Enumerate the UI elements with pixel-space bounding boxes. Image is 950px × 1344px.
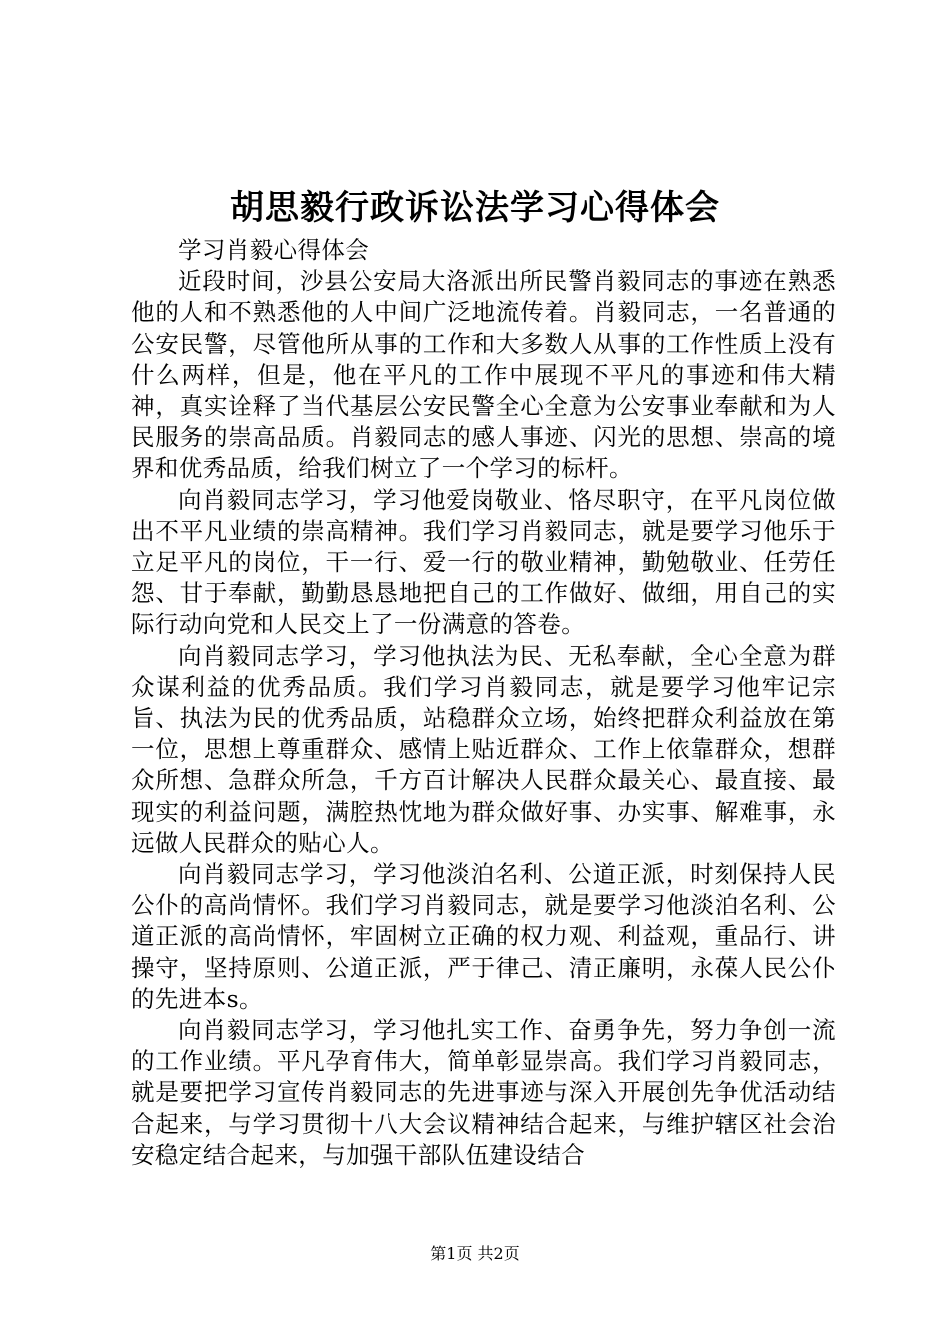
paragraph-1: 近段时间，沙县公安局大洛派出所民警肖毅同志的事迹在熟悉他的人和不熟悉他的人中间广泛地流传着。肖毅同志，一名普通的公安民警，尽管他所从事的工作和大多数人从事的工作性质上没有什么两样，但是，他在平凡的工作中展现不平凡的事迹和伟大精神，真实诠释了当代基层公安民警全心全意为公安事业奉献和为人民服务的崇高品质。肖毅同志的感人事迹、闪光的思想、崇高的境界和优秀品质，给我们树立了一个学习的标杆。 (131, 267, 836, 483)
document-title: 胡思毅行政诉讼法学习心得体会 (230, 188, 720, 228)
paragraph-5: 向肖毅同志学习，学习他扎实工作、奋勇争先，努力争创一流的工作业绩。平凡孕育伟大，简单彰显崇高。我们学习肖毅同志，就是要把学习宣传肖毅同志的先进事迹与深入开展创先争优活动结合起来，与学习贯彻十八大会议精神结合起来，与维护辖区社会治安稳定结合起来，与加强干部队伍建设结合 (131, 1016, 836, 1169)
paragraph-3: 向肖毅同志学习，学习他执法为民、无私奉献，全心全意为群众谋利益的优秀品质。我们学习肖毅同志，就是要学习他牢记宗旨、执法为民的优秀品质，站稳群众立场，始终把群众利益放在第一位，思想上尊重群众、感情上贴近群众、工作上依靠群众，想群众所想、急群众所急，千方百计解决人民群众最关心、最直接、最现实的利益问题，满腔热忱地为群众做好事、办实事、解难事，永远做人民群众的贴心人。 (131, 641, 836, 857)
paragraph-2: 向肖毅同志学习，学习他爱岗敬业、恪尽职守，在平凡岗位做出不平凡业绩的崇高精神。我们学习肖毅同志，就是要学习他乐于立足平凡的岗位，干一行、爱一行的敬业精神，勤勉敬业、任劳任怨、甘于奉献，勤勤恳恳地把自己的工作做好、做细，用自己的实际行动向党和人民交上了一份满意的答卷。 (131, 485, 836, 639)
document-subtitle: 学习肖毅心得体会 (178, 236, 370, 264)
page-number-footer: 第1页 共2页 (430, 1244, 520, 1263)
paragraph-4: 向肖毅同志学习，学习他淡泊名利、公道正派，时刻保持人民公仆的高尚情怀。我们学习肖毅同志，就是要学习他淡泊名利、公道正派的高尚情怀，牢固树立正确的权力观、利益观，重品行、讲操守，坚持原则、公道正派，严于律己、清正廉明，永葆人民公仆的先进本s。 (131, 860, 836, 1013)
document-body (131, 235, 836, 1171)
